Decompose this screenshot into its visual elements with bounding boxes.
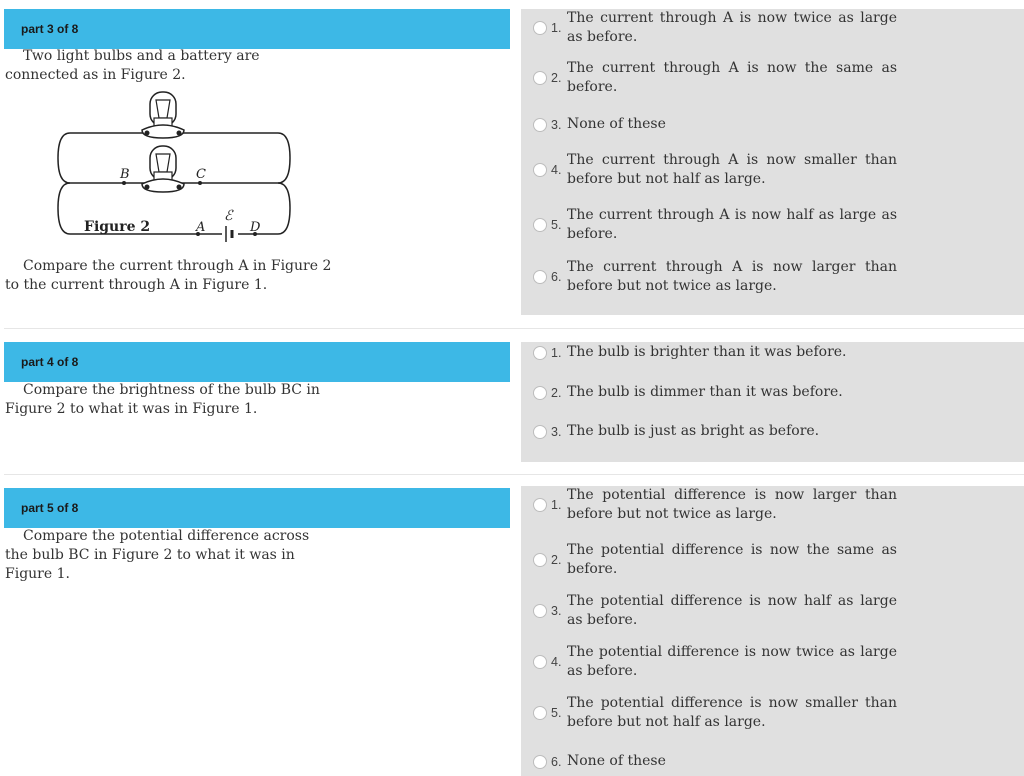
battery-icon: [226, 226, 232, 242]
part-4-choice-3[interactable]: 3. The bulb is just as bright as before.: [533, 422, 1013, 441]
part-4-header: part 4 of 8: [4, 342, 510, 382]
part-5-choice-2[interactable]: 2. The potential difference is now the same as before.: [533, 541, 1013, 579]
radio-button[interactable]: [533, 346, 547, 360]
part-5-question: Compare the potential difference across the bulb BC in Figure 2 to what it was in Figure 1.: [5, 528, 310, 582]
radio-button[interactable]: [533, 755, 547, 769]
part-3-choice-5[interactable]: 5. The current through A is now half as large as before.: [533, 206, 1013, 244]
figure-caption: Figure 2: [84, 219, 151, 235]
part-4-choice-2[interactable]: 2. The bulb is dimmer than it was before.: [533, 383, 1013, 402]
section-divider: [4, 474, 1024, 475]
radio-button[interactable]: [533, 163, 547, 177]
radio-button[interactable]: [533, 706, 547, 720]
part-5-choice-5[interactable]: 5. The potential difference is now smaller than before but not half as large.: [533, 694, 1013, 732]
part-5-choice-1[interactable]: 1. The potential difference is now larger than before but not twice as large.: [533, 486, 1013, 524]
part-4-answers: [521, 342, 1024, 462]
part-5-header: part 5 of 8: [4, 488, 510, 528]
radio-button[interactable]: [533, 118, 547, 132]
label-emf: ℰ: [224, 208, 233, 224]
part-5-choice-4[interactable]: 4. The potential difference is now twice as large as before.: [533, 643, 1013, 681]
radio-button[interactable]: [533, 71, 547, 85]
part-3-header: part 3 of 8: [4, 9, 510, 49]
part-5-answers: [521, 486, 1024, 776]
part-4-question: Compare the brightness of the bulb BC in Figure 2 to what it was in Figure 1.: [5, 382, 320, 417]
part-3-choice-1[interactable]: 1. The current through A is now twice as large as before.: [533, 9, 1013, 47]
radio-button[interactable]: [533, 21, 547, 35]
top-bulb-icon: [142, 92, 184, 138]
radio-button[interactable]: [533, 270, 547, 284]
radio-button[interactable]: [533, 604, 547, 618]
part-3-question-followup: Compare the current through A in Figure 2 to the current through A in Figure 1.: [5, 258, 332, 293]
part-3-choice-6[interactable]: 6. The current through A is now larger than before but not twice as large.: [533, 258, 1013, 296]
radio-button[interactable]: [533, 498, 547, 512]
label-b: B: [120, 167, 130, 182]
section-divider: [4, 328, 1024, 329]
label-c: C: [196, 167, 206, 182]
middle-bulb-icon: [142, 146, 184, 192]
part-3-answers: [521, 9, 1024, 315]
radio-button[interactable]: [533, 655, 547, 669]
circuit-figure-2: [50, 88, 300, 248]
part-3-choice-3[interactable]: 3. None of these: [533, 115, 1013, 134]
part-3-question: Two light bulbs and a battery are connected as in Figure 2.: [5, 48, 260, 83]
part-5-choice-3[interactable]: 3. The potential difference is now half as large as before.: [533, 592, 1013, 630]
label-d: D: [250, 220, 261, 235]
part-3-choice-4[interactable]: 4. The current through A is now smaller than before but not half as large.: [533, 151, 1013, 189]
radio-button[interactable]: [533, 386, 547, 400]
part-4-choice-1[interactable]: 1. The bulb is brighter than it was before.: [533, 343, 1013, 362]
part-5-choice-6[interactable]: 6. None of these: [533, 752, 1013, 771]
part-3-choice-2[interactable]: 2. The current through A is now the same as before.: [533, 59, 1013, 97]
radio-button[interactable]: [533, 425, 547, 439]
radio-button[interactable]: [533, 218, 547, 232]
label-a: A: [196, 220, 206, 235]
radio-button[interactable]: [533, 553, 547, 567]
